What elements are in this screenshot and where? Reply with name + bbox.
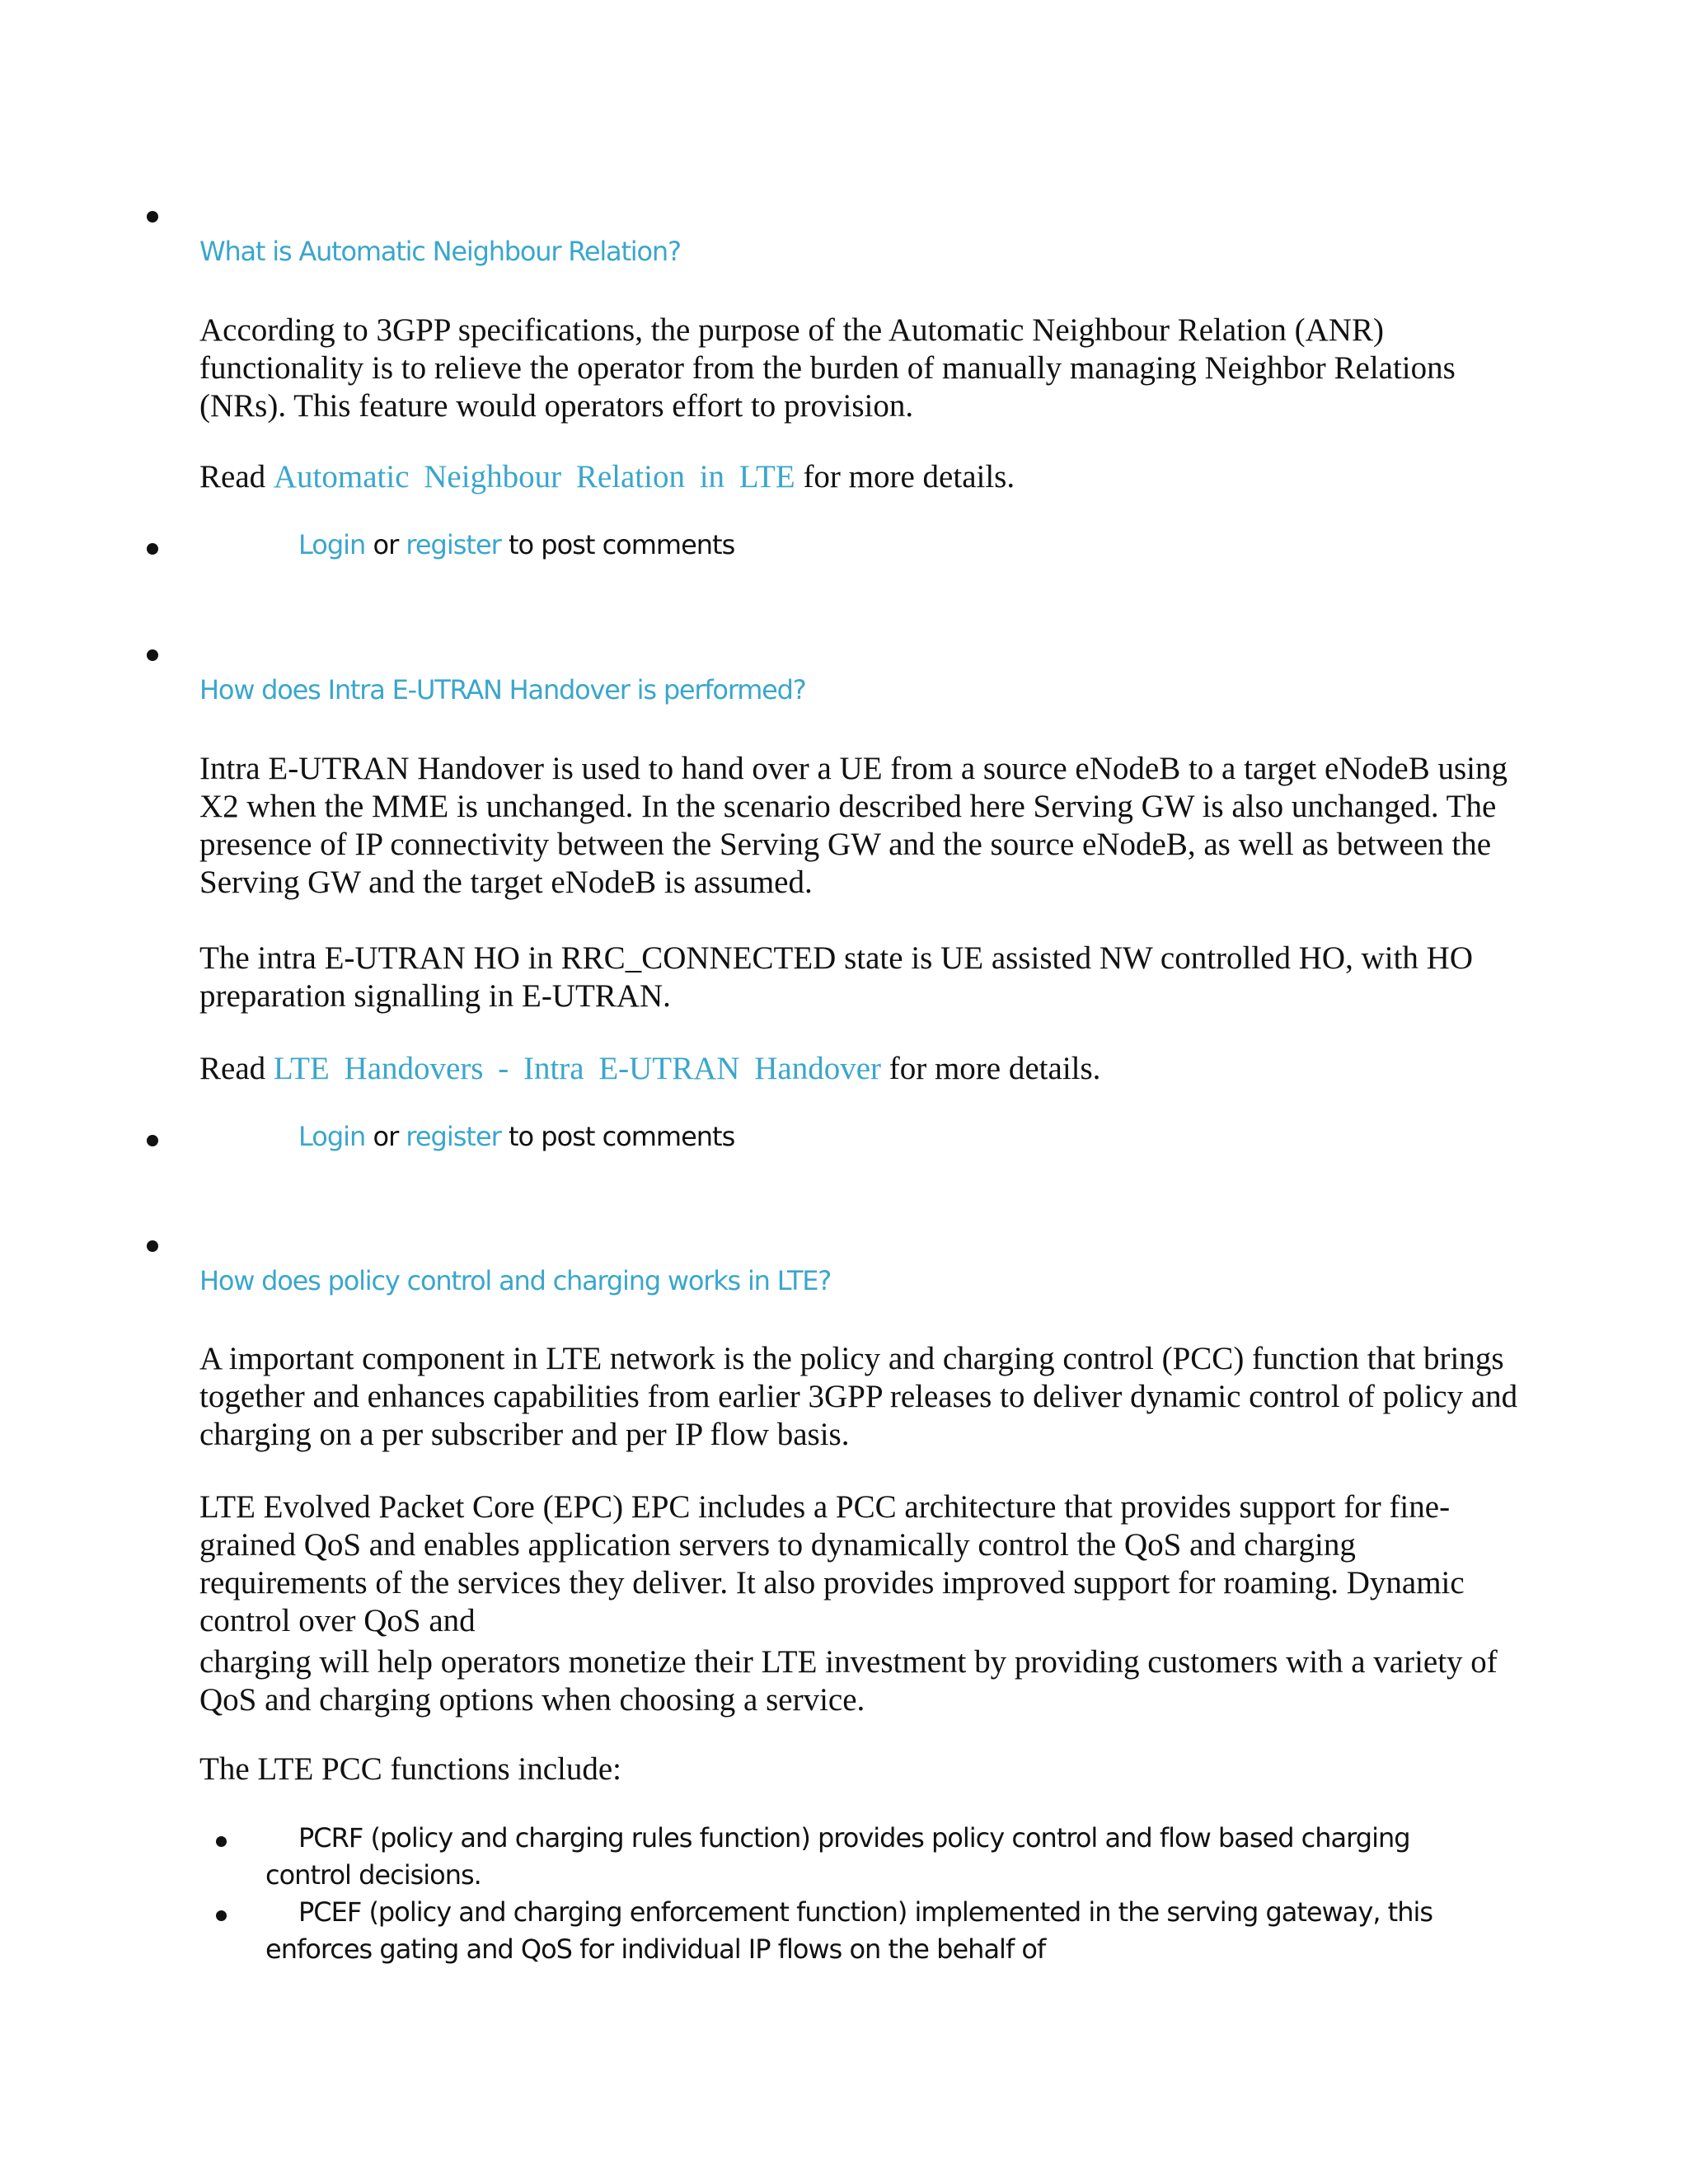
register-link[interactable]: register	[406, 1121, 501, 1152]
anr-read-more	[199, 458, 1518, 496]
register-link[interactable]: register	[406, 529, 501, 560]
question-title-handover[interactable]: How does Intra E-UTRAN Handover is performed?	[199, 674, 806, 705]
list-bullet	[216, 1910, 227, 1921]
anr-article-link[interactable]: Automatic Neighbour Relation in LTE	[273, 459, 795, 494]
read-prefix: Read	[199, 1051, 266, 1086]
handover-read-more	[199, 1050, 1518, 1088]
read-suffix: for more details.	[803, 459, 1015, 494]
comment-prompt	[298, 529, 734, 560]
read-suffix: for more details.	[889, 1051, 1101, 1086]
comment-suffix: to post comments	[508, 529, 735, 560]
list-bullet	[147, 649, 158, 661]
read-prefix: Read	[199, 459, 266, 494]
pcc-functions-intro: The LTE PCC functions include:	[199, 1751, 622, 1787]
pcef-function: PCEF (policy and charging enforcement function) implemented in the serving gateway, this enforces gating and QoS for individual IP flows on the behalf of	[265, 1896, 1433, 1965]
comment-prompt	[298, 1121, 734, 1152]
handover-description: Intra E-UTRAN Handover is used to hand over a UE from a source eNodeB to a target eNodeB using X2 when the MME is unchanged. In the scenario described here Serving GW is also unchanged. The presence of IP connectivity between the Serving GW and the source eNodeB, as well as between the Serving GW and the target eNodeB is assumed.	[199, 751, 1508, 900]
comment-or: or	[373, 529, 399, 560]
pcrf-function: PCRF (policy and charging rules function) provides policy control and flow based charging control decisions.	[265, 1822, 1410, 1891]
comment-suffix: to post comments	[508, 1121, 735, 1152]
handover-article-link[interactable]: LTE Handovers - Intra E-UTRAN Handover	[273, 1051, 881, 1086]
handover-ho-description: The intra E-UTRAN HO in RRC_CONNECTED state is UE assisted NW controlled HO, with HO preparation signalling in E-UTRAN.	[199, 940, 1474, 1014]
list-bullet	[147, 1135, 158, 1146]
pcc-charging-description: charging will help operators monetize their LTE investment by providing customers with a variety of QoS and charging options when choosing a service.	[199, 1644, 1498, 1718]
list-bullet	[147, 211, 158, 223]
comment-or: or	[373, 1121, 399, 1152]
list-bullet	[216, 1836, 227, 1847]
anr-description: According to 3GPP specifications, the purpose of the Automatic Neighbour Relation (ANR) functionality is to relieve the operator from the burden of manually managing Neighbor Relations (NRs). This feature would operators effort to provision.	[199, 312, 1456, 424]
question-title-anr[interactable]: What is Automatic Neighbour Relation?	[199, 236, 681, 267]
login-link[interactable]: Login	[298, 1121, 366, 1152]
pcc-description: A important component in LTE network is the policy and charging control (PCC) function that brings together and enhances capabilities from earlier 3GPP releases to deliver dynamic control of policy and charging on a per subscriber and per IP flow basis.	[199, 1341, 1518, 1452]
question-title-pcc[interactable]: How does policy control and charging works in LTE?	[199, 1265, 832, 1296]
pcc-epc-description: LTE Evolved Packet Core (EPC) EPC includes a PCC architecture that provides support for fine-grained QoS and enables application servers to dynamically control the QoS and charging requirements of the services they deliver. It also provides improved support for roaming. Dynamic control over QoS and	[199, 1489, 1465, 1638]
list-bullet	[147, 543, 158, 555]
list-bullet	[147, 1240, 158, 1252]
login-link[interactable]: Login	[298, 529, 366, 560]
